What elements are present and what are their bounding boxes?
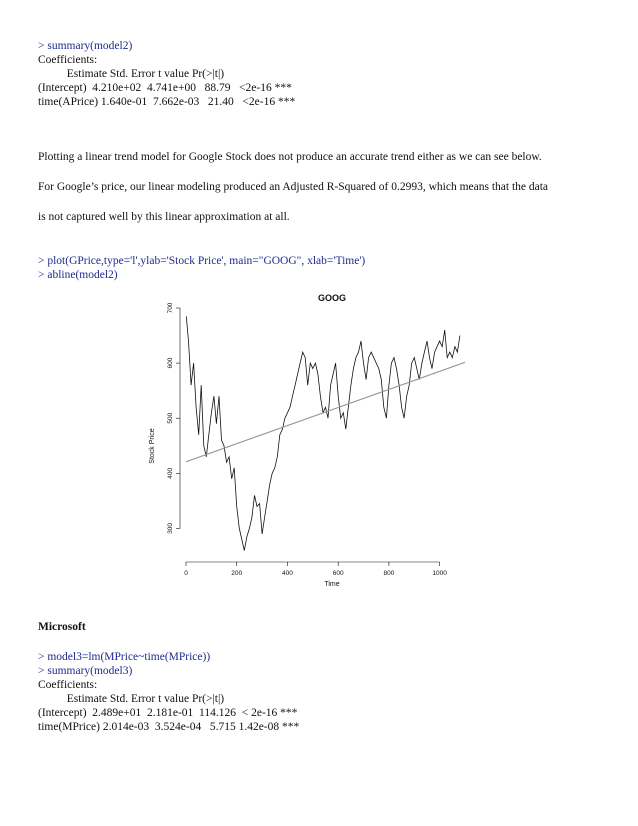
section-heading-microsoft: Microsoft (38, 621, 86, 633)
coefficients-header-model3: Estimate Std. Error t value Pr(>|t|) (38, 693, 225, 705)
coefficient-row-intercept: (Intercept) 4.210e+02 4.741e+00 88.79 <2e-16 *** (38, 82, 292, 94)
paragraph-line-2: For Google’s price, our linear modeling produced an Adjusted R-Squared of 0.2993, which means that the data (38, 181, 549, 193)
chart-title: GOOG (317, 293, 347, 303)
y-tick-label: 500 (167, 412, 174, 424)
coefficients-label-model3: Coefficients: (38, 679, 98, 691)
y-tick-label: 400 (167, 467, 174, 479)
abline-command: > abline(model2) (38, 269, 118, 281)
chart-ylabel: Stock Price (149, 428, 156, 464)
x-tick-label: 0 (184, 570, 188, 577)
paragraph-line-1: Plotting a linear trend model for Google Stock does not produce an accurate trend either as we can see below. (38, 151, 542, 163)
coefficient-row-time-model3: time(MPrice) 2.014e-03 3.524e-04 5.715 1.42e-08 *** (38, 721, 300, 733)
x-tick-label: 600 (332, 570, 344, 577)
price-series-line (186, 316, 460, 550)
y-tick-label: 300 (167, 523, 174, 534)
coefficient-row-time: time(APrice) 1.640e-01 7.662e-03 21.40 <2e-16 *** (38, 96, 296, 108)
coefficients-label: Coefficients: (38, 54, 98, 66)
chart-xlabel: Time (324, 581, 340, 588)
coefficient-row-intercept-model3: (Intercept) 2.489e+01 2.181e-01 114.126 < 2e-16 *** (38, 707, 298, 719)
y-tick-label: 700 (167, 302, 174, 314)
trend-line (186, 362, 465, 461)
summary-command: > summary(model2) (38, 40, 133, 52)
x-tick-label: 200 (231, 570, 243, 577)
x-tick-label: 800 (383, 570, 395, 577)
coefficients-header: Estimate Std. Error t value Pr(>|t|) (38, 68, 225, 80)
goog-line-chart (130, 286, 480, 602)
summary-command-model3: > summary(model3) (38, 665, 133, 677)
paragraph-line-3: is not captured well by this linear approximation at all. (38, 211, 290, 223)
y-tick-label: 600 (167, 357, 174, 369)
lm-command: > model3=lm(MPrice~time(MPrice)) (38, 651, 211, 663)
x-tick-label: 400 (282, 570, 293, 577)
x-tick-label: 1000 (432, 570, 447, 577)
plot-command: > plot(GPrice,type='l',ylab='Stock Price', main="GOOG", xlab='Time') (38, 255, 366, 267)
